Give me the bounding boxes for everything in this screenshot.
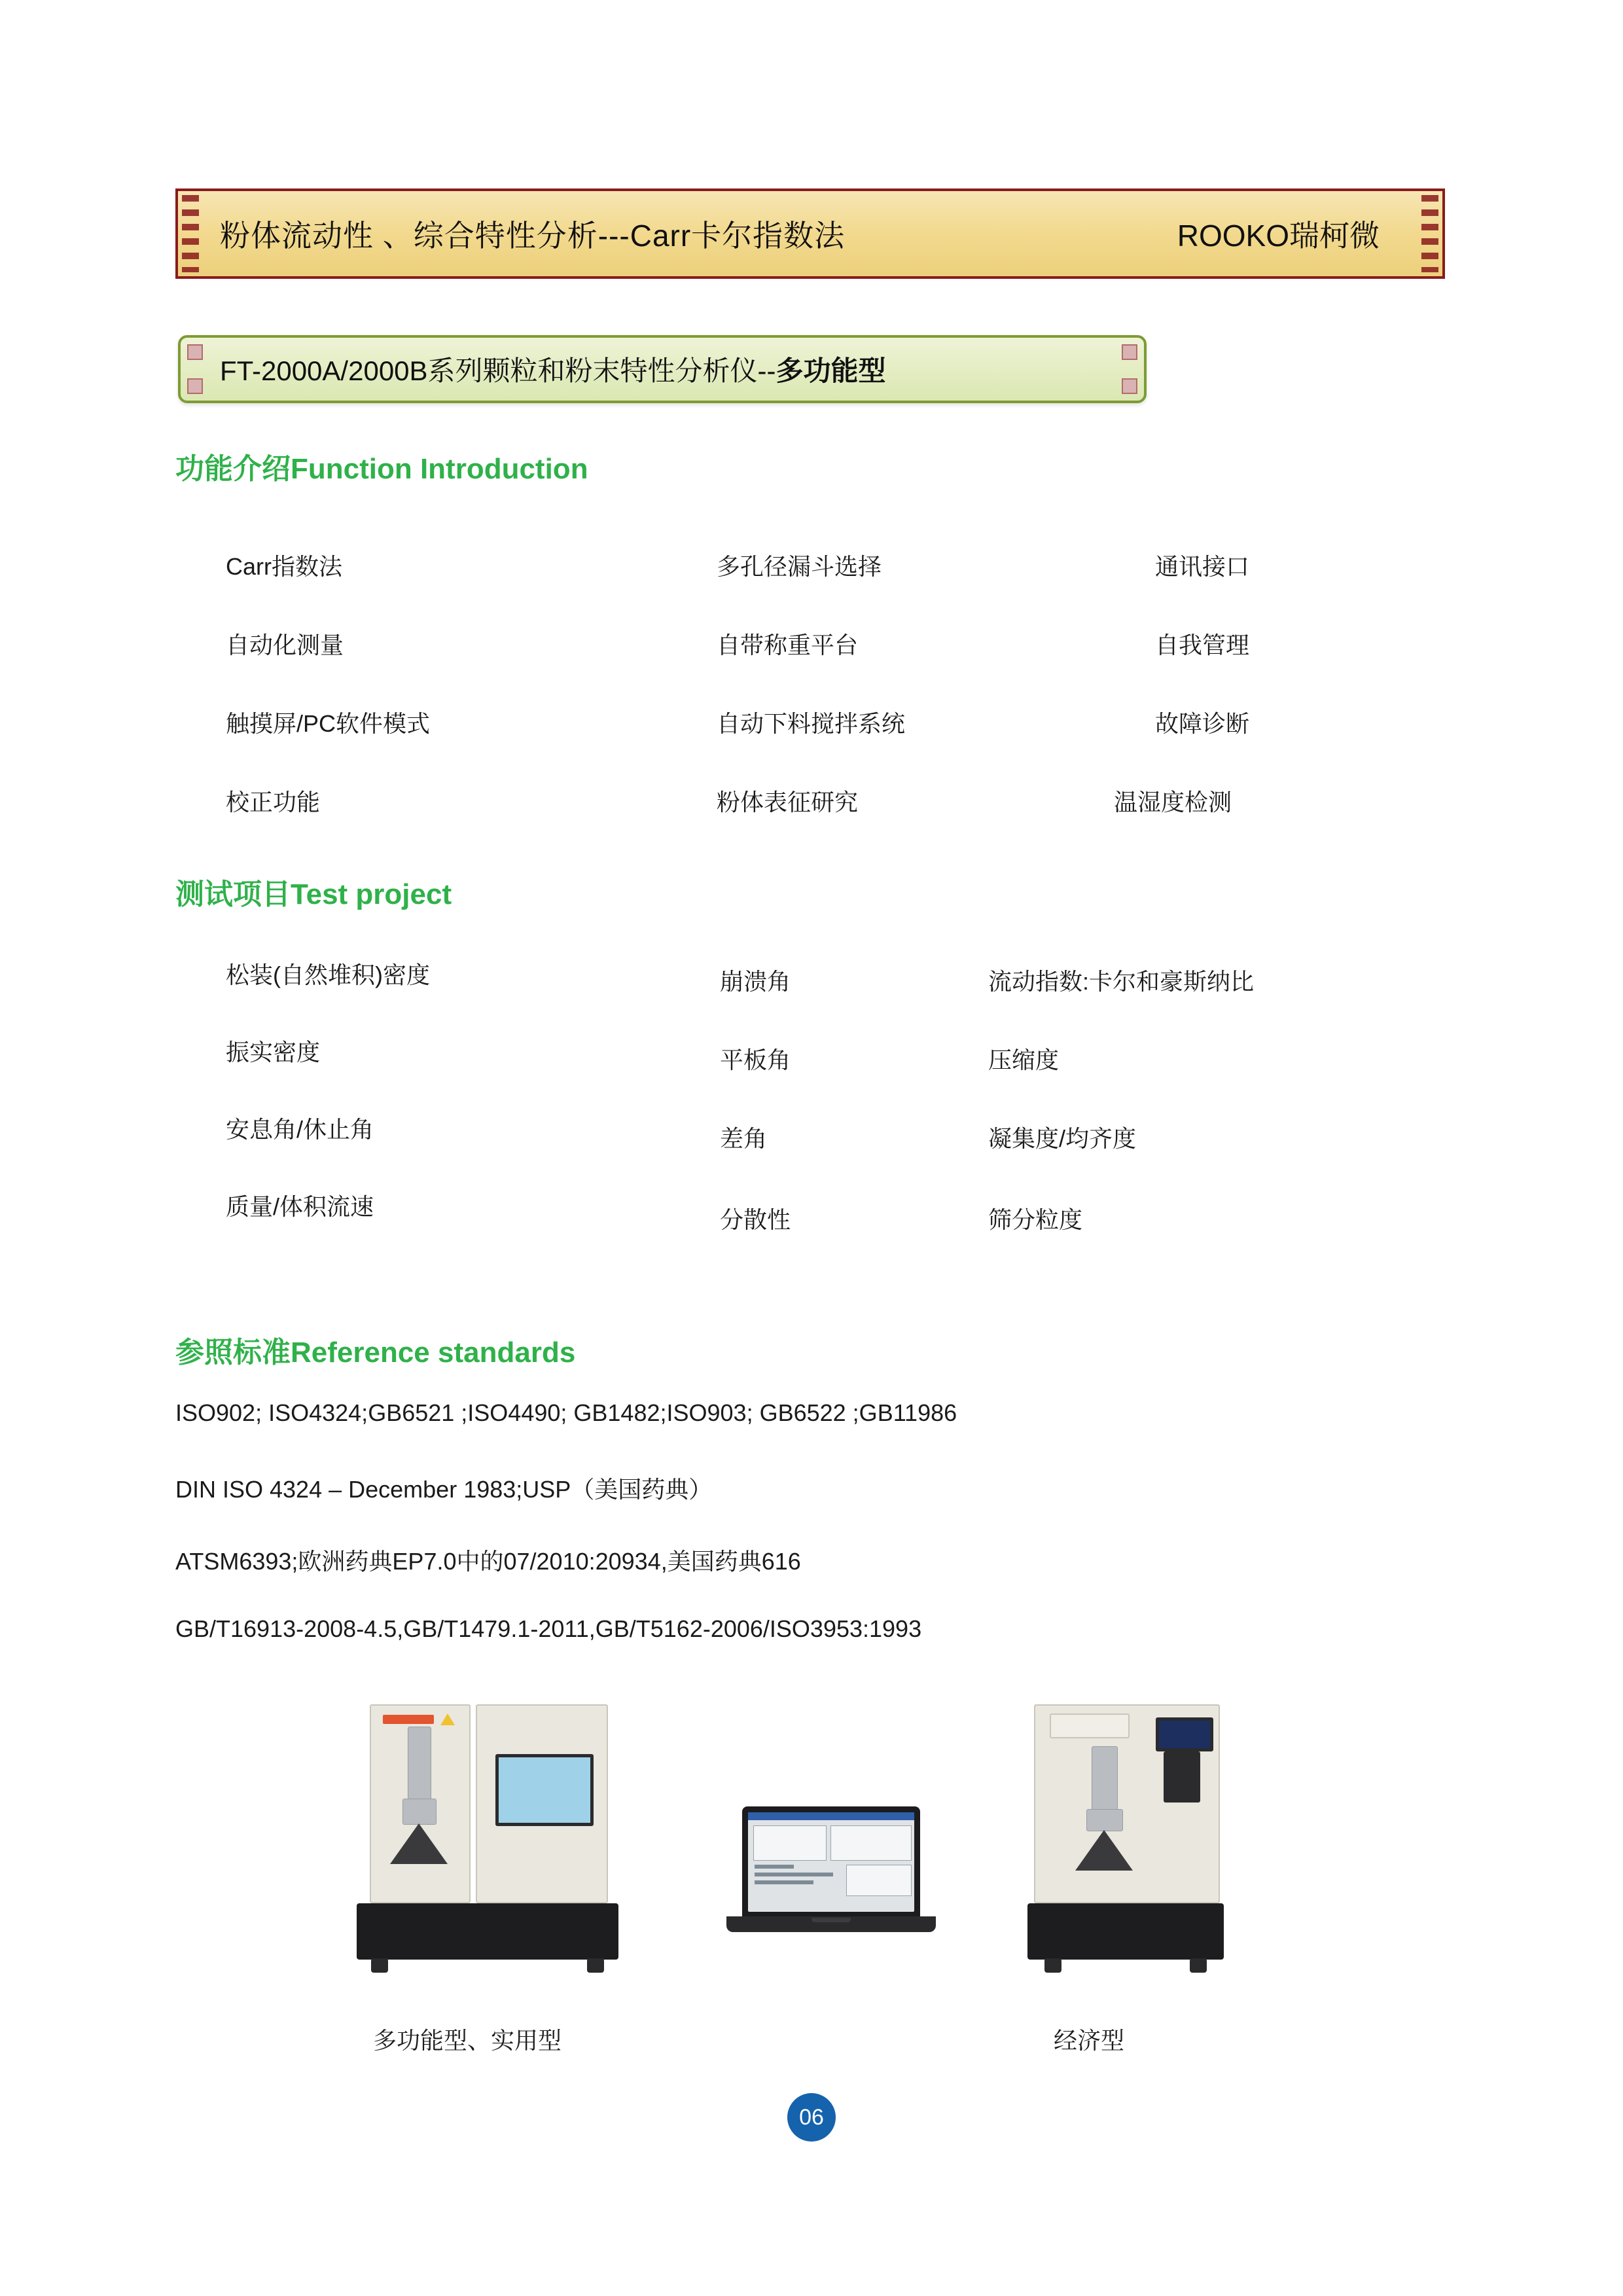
function-item: 自动下料搅拌系统 (717, 710, 906, 737)
function-item: 触摸屏/PC软件模式 (226, 710, 431, 737)
section-heading-test-project: 测试项目Test project (175, 878, 452, 910)
test-item: 松装(自然堆积)密度 (226, 961, 430, 988)
reference-standard-line: GB/T16913-2008-4.5,GB/T1479.1-2011,GB/T5162-2006/ISO3953:1993 (175, 1615, 922, 1642)
corner-ornament-bottom-left (187, 378, 203, 394)
corner-ornament-top-right (1122, 344, 1137, 360)
reference-standard-line: DIN ISO 4324 – December 1983;USP（美国药典） (175, 1476, 713, 1503)
machine-foot (1044, 1958, 1061, 1973)
warning-triangle-icon (440, 1713, 455, 1725)
test-item: 凝集度/均齐度 (988, 1125, 1137, 1152)
test-item: 压缩度 (988, 1047, 1060, 1073)
software-panel (753, 1825, 827, 1861)
section-heading-reference-standards: 参照标准Reference standards (175, 1336, 576, 1369)
function-item: 多孔径漏斗选择 (717, 553, 882, 580)
model-type-emphasis (776, 350, 886, 389)
machine-cone (1075, 1830, 1133, 1871)
analyzer-multifunction-image (357, 1695, 618, 1977)
laptop-screen (742, 1806, 920, 1918)
machine-display (1156, 1717, 1213, 1751)
software-row (755, 1880, 813, 1884)
function-item: Carr指数法 (226, 553, 342, 580)
section-heading-function-introduction: 功能介绍Function Introduction (175, 453, 588, 485)
machine-foot (587, 1958, 604, 1973)
page-number-badge: 06 (787, 2093, 836, 2142)
software-panel (846, 1865, 912, 1896)
corner-ornament-top-left (187, 344, 203, 360)
machine-keypad (1164, 1751, 1200, 1803)
software-titlebar (748, 1812, 914, 1820)
test-item: 振实密度 (226, 1039, 321, 1066)
reference-standard-line: ISO902; ISO4324;GB6521 ;ISO4490; GB1482;ISO903; GB6522 ;GB11986 (175, 1399, 957, 1426)
machine-column (408, 1727, 431, 1800)
header-title: 粉体流动性 、综合特性分析---Carr卡尔指数法 (220, 219, 846, 253)
laptop-hinge (812, 1918, 851, 1922)
machine-cone (390, 1823, 448, 1864)
machine-foot (371, 1958, 388, 1973)
model-name: FT-2000A/2000B系列颗粒和粉末特性分析仪-- (220, 355, 776, 386)
function-item: 温湿度检测 (1114, 789, 1232, 816)
test-item: 平板角 (720, 1047, 791, 1073)
machine-top-panel (1050, 1713, 1130, 1738)
function-item: 校正功能 (226, 789, 321, 816)
corner-ornament-bottom-right (1122, 378, 1137, 394)
test-item: 流动指数:卡尔和豪斯纳比 (988, 968, 1255, 995)
machine-base (1027, 1903, 1224, 1960)
function-item: 通讯接口 (1155, 553, 1250, 580)
header-banner (175, 188, 1445, 279)
machine-clamp (1086, 1809, 1123, 1831)
machine-base (357, 1903, 618, 1960)
machine-warning-label (383, 1715, 434, 1724)
function-item: 故障诊断 (1155, 710, 1250, 737)
pc-software-image (726, 1806, 936, 1957)
figure-caption-left: 多功能型、实用型 (373, 2027, 562, 2054)
software-panel (830, 1825, 912, 1861)
software-row (755, 1873, 833, 1876)
reference-standard-line: ATSM6393;欧洲药典EP7.0中的07/2010:20934,美国药典616 (175, 1548, 801, 1575)
test-item: 分散性 (720, 1206, 791, 1233)
test-item: 差角 (720, 1125, 768, 1152)
function-item: 自动化测量 (226, 632, 344, 658)
function-item: 粉体表征研究 (717, 789, 859, 816)
laptop-display (748, 1812, 914, 1912)
header-brand: ROOKO瑞柯微 (1177, 219, 1380, 253)
analyzer-economic-image (1027, 1695, 1224, 1977)
test-item: 筛分粒度 (988, 1206, 1083, 1233)
model-bar (178, 335, 1147, 403)
test-item: 安息角/休止角 (226, 1116, 374, 1143)
test-item: 崩溃角 (720, 968, 791, 995)
software-row (755, 1865, 794, 1869)
figure-caption-right: 经济型 (1054, 2027, 1125, 2054)
machine-touchscreen (495, 1754, 594, 1826)
machine-clamp (402, 1799, 437, 1825)
machine-foot (1190, 1958, 1207, 1973)
model-type-text: 多功能型 (776, 355, 886, 386)
function-item: 自带称重平台 (717, 632, 859, 658)
machine-column (1092, 1746, 1118, 1810)
test-item: 质量/体积流速 (226, 1193, 374, 1220)
function-item: 自我管理 (1155, 632, 1250, 658)
